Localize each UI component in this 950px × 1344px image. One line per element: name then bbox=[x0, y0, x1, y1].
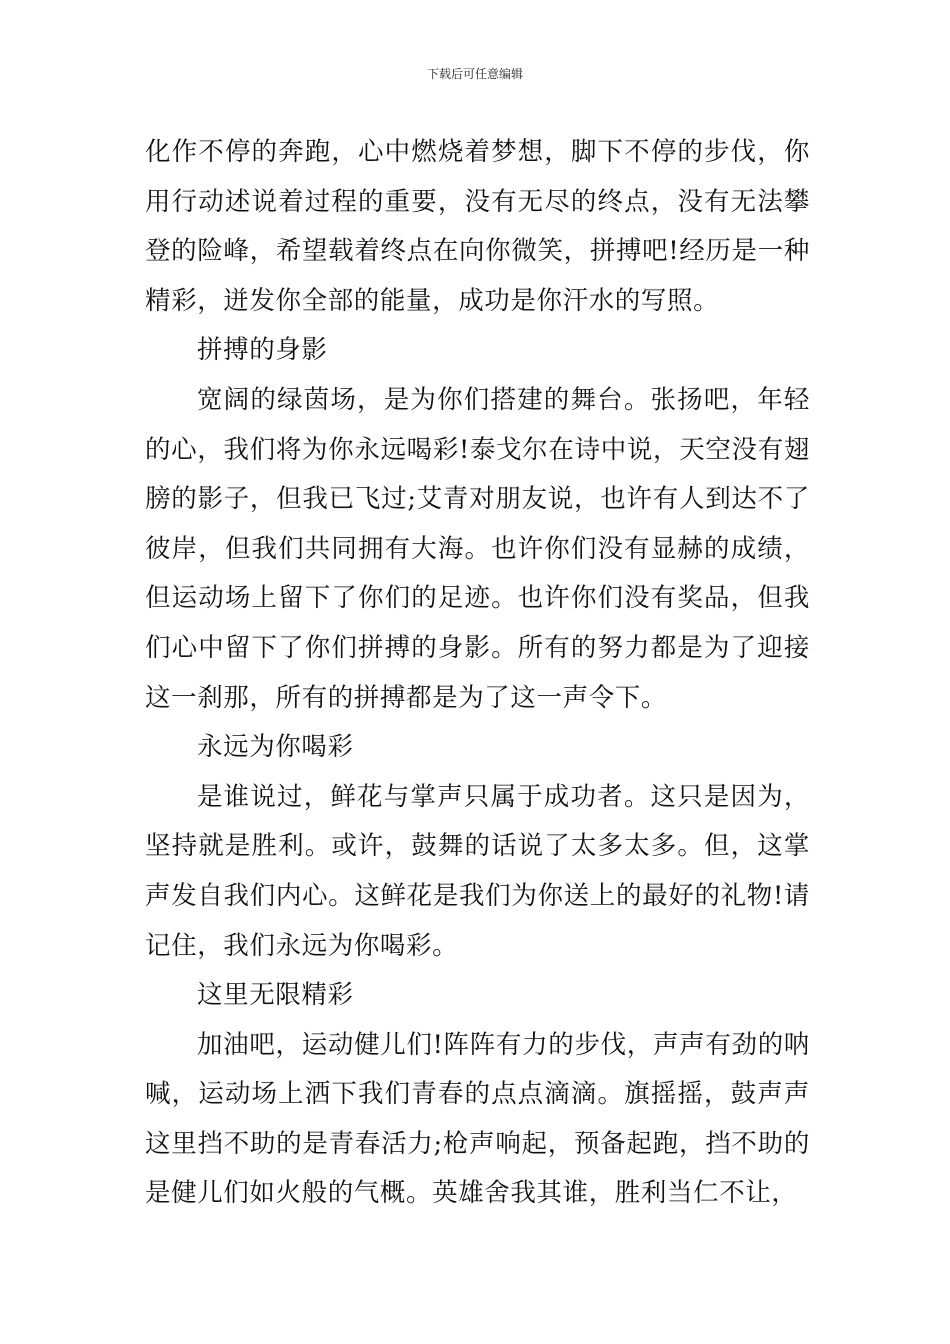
section-heading-1: 拼搏的身影 bbox=[197, 335, 328, 366]
paragraph-1: 宽阔的绿茵场，是为你们搭建的舞台。张扬吧，年轻的心，我们将为你永远喝彩!泰戈尔在诗中说，天空没有翅膀的影子，但我已飞过;艾青对朋友说，也许有人到达不了彼岸，但我们共同拥有大海。也许你们没有显赫的成绩，但运动场上留下了你们的足迹。也许你们没有奖品，但我们心中留下了你们拼搏的身影。所有的努力都是为了迎接这一刹那，所有的拼搏都是为了这一声令下。 bbox=[145, 384, 810, 713]
page-header: 下载后可任意编辑 bbox=[426, 67, 523, 81]
paragraph-3: 加油吧，运动健儿们!阵阵有力的步伐，声声有劲的呐喊，运动场上洒下我们青春的点点滴滴。旗摇摇，鼓声声这里挡不助的是青春活力;枪声响起，预备起跑，挡不助的是健儿们如火般的气概。英雄舍我其谁，胜利当仁不让， bbox=[145, 1029, 810, 1209]
section-heading-2: 永远为你喝彩 bbox=[197, 732, 354, 763]
document-body bbox=[145, 128, 810, 1219]
paragraph-continuation: 化作不停的奔跑，心中燃烧着梦想，脚下不停的步伐，你用行动述说着过程的重要，没有无尽的终点，没有无法攀登的险峰，希望载着终点在向你微笑，拼搏吧!经历是一种精彩，迸发你全部的能量，成功是你汗水的写照。 bbox=[145, 137, 810, 316]
paragraph-2: 是谁说过，鲜花与掌声只属于成功者。这只是因为，坚持就是胜利。或许，鼓舞的话说了太多太多。但，这掌声发自我们内心。这鲜花是我们为你送上的最好的礼物!请记住，我们永远为你喝彩。 bbox=[145, 781, 810, 961]
section-heading-3: 这里无限精彩 bbox=[197, 980, 354, 1011]
